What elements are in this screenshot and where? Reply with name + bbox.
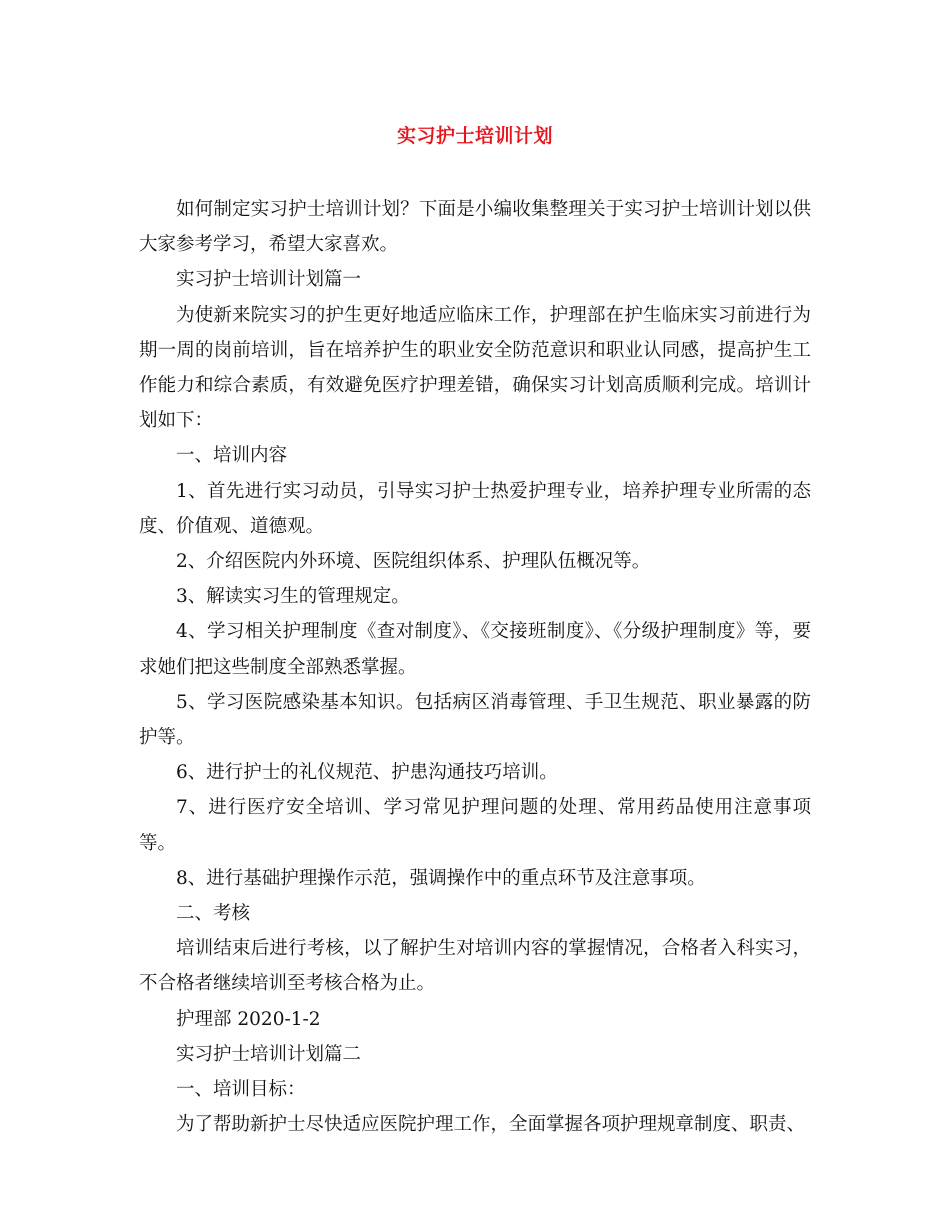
list-item-5: 5、学习医院感染基本知识。包括病区消毒管理、手卫生规范、职业暴露的防护等。 bbox=[139, 691, 811, 749]
list-item-6: 6、进行护士的礼仪规范、护患沟通技巧培训。 bbox=[176, 762, 558, 784]
document-title: 实习护士培训计划 bbox=[396, 125, 553, 147]
list-item-8: 8、进行基础护理操作示范，强调操作中的重点环节及注意事项。 bbox=[176, 867, 706, 889]
list-item-1: 1、首先进行实习动员，引导实习护士热爱护理专业，培养护理专业所需的态度、价值观、道德观。 bbox=[139, 480, 811, 537]
list-item-7: 7、进行医疗安全培训、学习常见护理问题的处理、常用药品使用注意事项等。 bbox=[139, 797, 811, 854]
paragraph-purpose: 为使新来院实习的护生更好地适应临床工作，护理部在护生临床实习前进行为期一周的岗前培训，旨在培养护生的职业安全防范意识和职业认同感，提高护生工作能力和综合素质，有效避免医疗护理差错，确保实习计划高质顺利完成。培训计划如下： bbox=[139, 304, 811, 432]
paragraph-assessment: 培训结束后进行考核，以了解护生对培训内容的掌握情况，合格者入科实习，不合格者继续培训至考核合格为止。 bbox=[139, 938, 811, 995]
document-body bbox=[139, 192, 811, 1142]
heading-assessment: 二、考核 bbox=[176, 903, 251, 925]
section-heading-part1: 实习护士培训计划篇一 bbox=[176, 269, 362, 291]
paragraph-goal: 为了帮助新护士尽快适应医院护理工作，全面掌握各项护理规章制度、职责、 bbox=[176, 1114, 806, 1136]
signature-line: 护理部 2020-1-2 bbox=[176, 1008, 321, 1030]
list-item-2: 2、介绍医院内外环境、医院组织体系、护理队伍概况等。 bbox=[176, 551, 651, 573]
list-item-3: 3、解读实习生的管理规定。 bbox=[176, 586, 410, 608]
heading-training-content: 一、培训内容 bbox=[176, 445, 288, 467]
list-item-4: 4、学习相关护理制度《查对制度》、《交接班制度》、《分级护理制度》等，要求她们把这些制度全部熟悉掌握。 bbox=[139, 621, 811, 678]
heading-training-goal: 一、培训目标： bbox=[176, 1079, 306, 1101]
section-heading-part2: 实习护士培训计划篇二 bbox=[176, 1043, 362, 1065]
paragraph-intro: 如何制定实习护士培训计划？下面是小编收集整理关于实习护士培训计划以供大家参考学习，希望大家喜欢。 bbox=[139, 199, 811, 256]
